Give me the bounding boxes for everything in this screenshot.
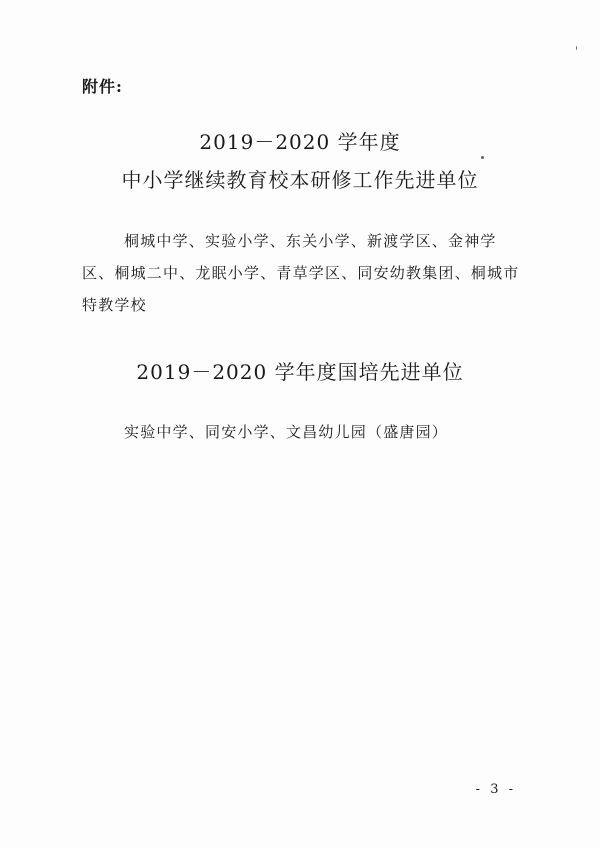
scan-speck: [481, 156, 484, 159]
section2-title: 2019－2020 学年度国培先进单位: [136, 360, 464, 384]
attachment-label: 附件:: [82, 77, 123, 96]
section1-title-line2: 中小学继续教育校本研修工作先进单位: [121, 168, 479, 192]
page-number: - 3 -: [475, 782, 516, 797]
section1-body: 桐城中学、实验小学、东关小学、新渡学区、金神学区、桐城二中、龙眠小学、青草学区、同安幼教集团、桐城市特教学校: [82, 232, 520, 314]
section1-title-line1: 2019－2020 学年度: [199, 130, 401, 154]
section2-body: 实验中学、同安小学、文昌幼儿园（盛唐园）: [124, 423, 449, 441]
scan-speck: [576, 46, 577, 50]
